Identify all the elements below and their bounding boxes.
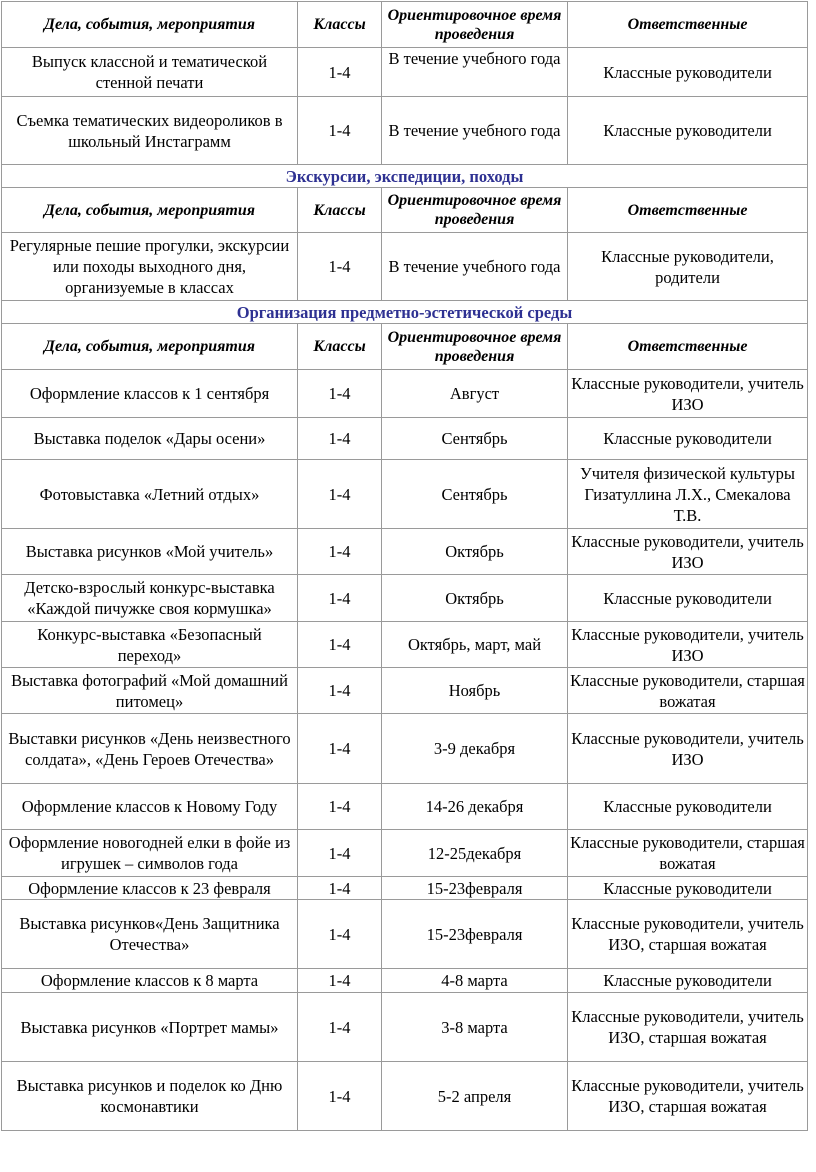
grades-cell: 1-4 [298,460,382,529]
table-row [2,418,808,460]
time-cell: 5-2 апреля [382,1062,568,1131]
grades-cell: 1-4 [298,529,382,575]
time-cell: Октябрь [382,529,568,575]
event-cell: Выставка рисунков и поделок ко Дню космонавтики [2,1062,298,1131]
event-cell: Оформление новогодней елки в фойе из игрушек – символов года [2,830,298,877]
table-row [2,1062,808,1131]
header-events: Дела, события, мероприятия [2,324,298,370]
header-events: Дела, события, мероприятия [2,188,298,233]
event-cell: Конкурс-выставка «Безопасный переход» [2,622,298,668]
responsible-cell: Классные руководители, родители [568,233,808,301]
responsible-cell: Классные руководители [568,877,808,900]
grades-cell: 1-4 [298,668,382,714]
table-row [2,48,808,97]
grades-cell: 1-4 [298,370,382,418]
table-row [2,460,808,529]
table-row [2,370,808,418]
grades-cell: 1-4 [298,993,382,1062]
table-row [2,575,808,622]
responsible-cell: Классные руководители [568,969,808,993]
time-cell: Октябрь, март, май [382,622,568,668]
responsible-cell: Классные руководители [568,48,808,97]
responsible-cell: Классные руководители, учитель ИЗО [568,529,808,575]
grades-cell: 1-4 [298,714,382,784]
time-cell: 4-8 марта [382,969,568,993]
grades-cell: 1-4 [298,830,382,877]
header-time: Ориентировочное время проведения [382,2,568,48]
grades-cell: 1-4 [298,877,382,900]
responsible-cell: Классные руководители [568,418,808,460]
time-cell: 12-25декабря [382,830,568,877]
event-cell: Фотовыставка «Летний отдых» [2,460,298,529]
table-row [2,969,808,993]
event-cell: Выставка рисунков«День Защитника Отечества» [2,900,298,969]
table-row [2,900,808,969]
time-cell: В течение учебного года [382,97,568,165]
header-responsible: Ответственные [568,188,808,233]
grades-cell: 1-4 [298,969,382,993]
grades-cell: 1-4 [298,575,382,622]
time-cell: 3-8 марта [382,993,568,1062]
event-cell: Выставка рисунков «Мой учитель» [2,529,298,575]
event-cell: Выставка рисунков «Портрет мамы» [2,993,298,1062]
section-row [2,301,808,324]
time-cell: Ноябрь [382,668,568,714]
header-time: Ориентировочное время проведения [382,188,568,233]
time-cell: Октябрь [382,575,568,622]
time-cell: В течение учебного года [382,48,568,97]
responsible-cell: Классные руководители, учитель ИЗО [568,622,808,668]
table-row [2,233,808,301]
header-responsible: Ответственные [568,324,808,370]
grades-cell: 1-4 [298,418,382,460]
table-row [2,97,808,165]
table-row [2,830,808,877]
event-cell: Оформление классов к 1 сентября [2,370,298,418]
header-grades: Классы [298,2,382,48]
responsible-cell: Классные руководители, старшая вожатая [568,830,808,877]
event-cell: Оформление классов к 8 марта [2,969,298,993]
responsible-cell: Классные руководители [568,784,808,830]
responsible-cell: Классные руководители, учитель ИЗО [568,714,808,784]
time-cell: 3-9 декабря [382,714,568,784]
responsible-cell: Классные руководители, старшая вожатая [568,668,808,714]
event-cell: Оформление классов к Новому Году [2,784,298,830]
section-row [2,165,808,188]
header-events: Дела, события, мероприятия [2,2,298,48]
event-cell: Регулярные пешие прогулки, экскурсии или походы выходного дня, организуемые в классах [2,233,298,301]
event-cell: Оформление классов к 23 февраля [2,877,298,900]
responsible-cell: Учителя физической культуры Гизатуллина Л.Х., Смекалова Т.В. [568,460,808,529]
section-title-excursions: Экскурсии, экспедиции, походы [2,165,808,188]
header-grades: Классы [298,188,382,233]
time-cell: Август [382,370,568,418]
responsible-cell: Классные руководители [568,575,808,622]
grades-cell: 1-4 [298,622,382,668]
table-row [2,877,808,900]
responsible-cell: Классные руководители [568,97,808,165]
grades-cell: 1-4 [298,233,382,301]
header-responsible: Ответственные [568,2,808,48]
responsible-cell: Классные руководители, учитель ИЗО, старшая вожатая [568,1062,808,1131]
header-row [2,2,808,48]
grades-cell: 1-4 [298,1062,382,1131]
table-row [2,993,808,1062]
header-row [2,324,808,370]
header-row [2,188,808,233]
time-cell: 15-23февраля [382,877,568,900]
grades-cell: 1-4 [298,900,382,969]
table-row [2,529,808,575]
event-cell: Выставка поделок «Дары осени» [2,418,298,460]
event-cell: Съемка тематических видеороликов в школьный Инстаграмм [2,97,298,165]
event-cell: Выпуск классной и тематической стенной печати [2,48,298,97]
event-cell: Выставки рисунков «День неизвестного солдата», «День Героев Отечества» [2,714,298,784]
header-grades: Классы [298,324,382,370]
table-row [2,784,808,830]
grades-cell: 1-4 [298,784,382,830]
time-cell: Сентябрь [382,460,568,529]
section-title-environment: Организация предметно-эстетической среды [2,301,808,324]
responsible-cell: Классные руководители, учитель ИЗО, старшая вожатая [568,993,808,1062]
table-row [2,622,808,668]
time-cell: 14-26 декабря [382,784,568,830]
event-cell: Детско-взрослый конкурс-выставка «Каждой пичужке своя кормушка» [2,575,298,622]
time-cell: 15-23февраля [382,900,568,969]
event-cell: Выставка фотографий «Мой домашний питомец» [2,668,298,714]
events-table [1,1,808,1131]
responsible-cell: Классные руководители, учитель ИЗО, старшая вожатая [568,900,808,969]
grades-cell: 1-4 [298,97,382,165]
table-row [2,714,808,784]
time-cell: Сентябрь [382,418,568,460]
grades-cell: 1-4 [298,48,382,97]
time-cell: В течение учебного года [382,233,568,301]
table-row [2,668,808,714]
header-time: Ориентировочное время проведения [382,324,568,370]
responsible-cell: Классные руководители, учитель ИЗО [568,370,808,418]
